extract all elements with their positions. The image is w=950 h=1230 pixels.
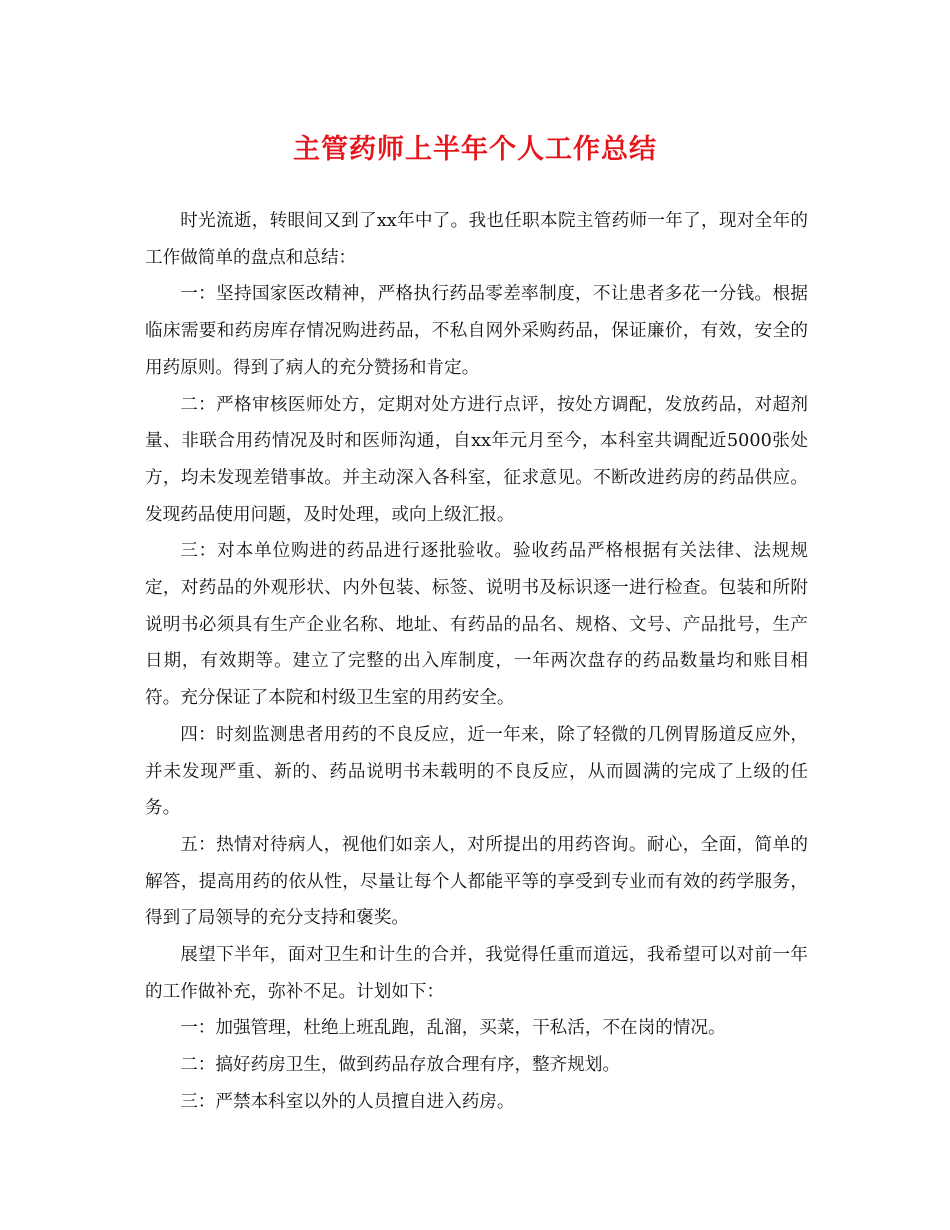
document-title: 主管药师上半年个人工作总结 bbox=[293, 134, 657, 165]
paragraph-plan-3: 三：严禁本科室以外的人员擅自进入药房。 bbox=[180, 1091, 515, 1112]
document-body bbox=[145, 203, 808, 1121]
paragraph-point-1: 一：坚持国家医改精神，严格执行药品零差率制度，不让患者多花一分钱。根据临床需要和药房库存情况购进药品，不私自网外采购药品，保证廉价，有效，安全的用药原则。得到了病人的充分赞扬和肯定。 bbox=[145, 284, 808, 378]
paragraph-intro: 时光流逝，转眼间又到了xx年中了。我也任职本院主管药师一年了，现对全年的工作做简单的盘点和总结： bbox=[145, 211, 808, 268]
paragraph-point-2: 二：严格审核医师处方，定期对处方进行点评，按处方调配，发放药品，对超剂量、非联合用药情况及时和医师沟通，自xx年元月至今，本科室共调配近5000张处方，均未发现差错事故。并主动深入各科室，征求意见。不断改进药房的药品供应。发现药品使用问题，及时处理，或向上级汇报。 bbox=[145, 394, 808, 525]
paragraph-plan-2: 二：搞好药房卫生，做到药品存放合理有序，整齐规划。 bbox=[180, 1055, 621, 1076]
paragraph-point-5: 五：热情对待病人，视他们如亲人，对所提出的用药咨询。耐心，全面，简单的解答，提高用药的依从性，尽量让每个人都能平等的享受到专业而有效的药学服务，得到了局领导的充分支持和褒奖。 bbox=[145, 834, 808, 929]
paragraph-point-3: 三：对本单位购进的药品进行逐批验收。验收药品严格根据有关法律、法规规定，对药品的外观形状、内外包装、标签、说明书及标识逐一进行检查。包装和所附说明书必须具有生产企业名称、地址、有药品的品名、规格、文号、产品批号，生产日期，有效期等。建立了完整的出入库制度，一年两次盘存的药品数量均和账目相符。充分保证了本院和村级卫生室的用药安全。 bbox=[145, 541, 808, 709]
paragraph-outlook: 展望下半年，面对卫生和计生的合并，我觉得任重而道远，我希望可以对前一年的工作做补充，弥补不足。计划如下： bbox=[145, 945, 808, 1002]
paragraph-point-4: 四：时刻监测患者用药的不良反应，近一年来，除了轻微的几例胃肠道反应外，并未发现严重、新的、药品说明书未载明的不良反应，从而圆满的完成了上级的任务。 bbox=[145, 724, 808, 819]
paragraph-plan-1: 一：加强管理，杜绝上班乱跑，乱溜，买菜，干私活，不在岗的情况。 bbox=[180, 1018, 726, 1039]
